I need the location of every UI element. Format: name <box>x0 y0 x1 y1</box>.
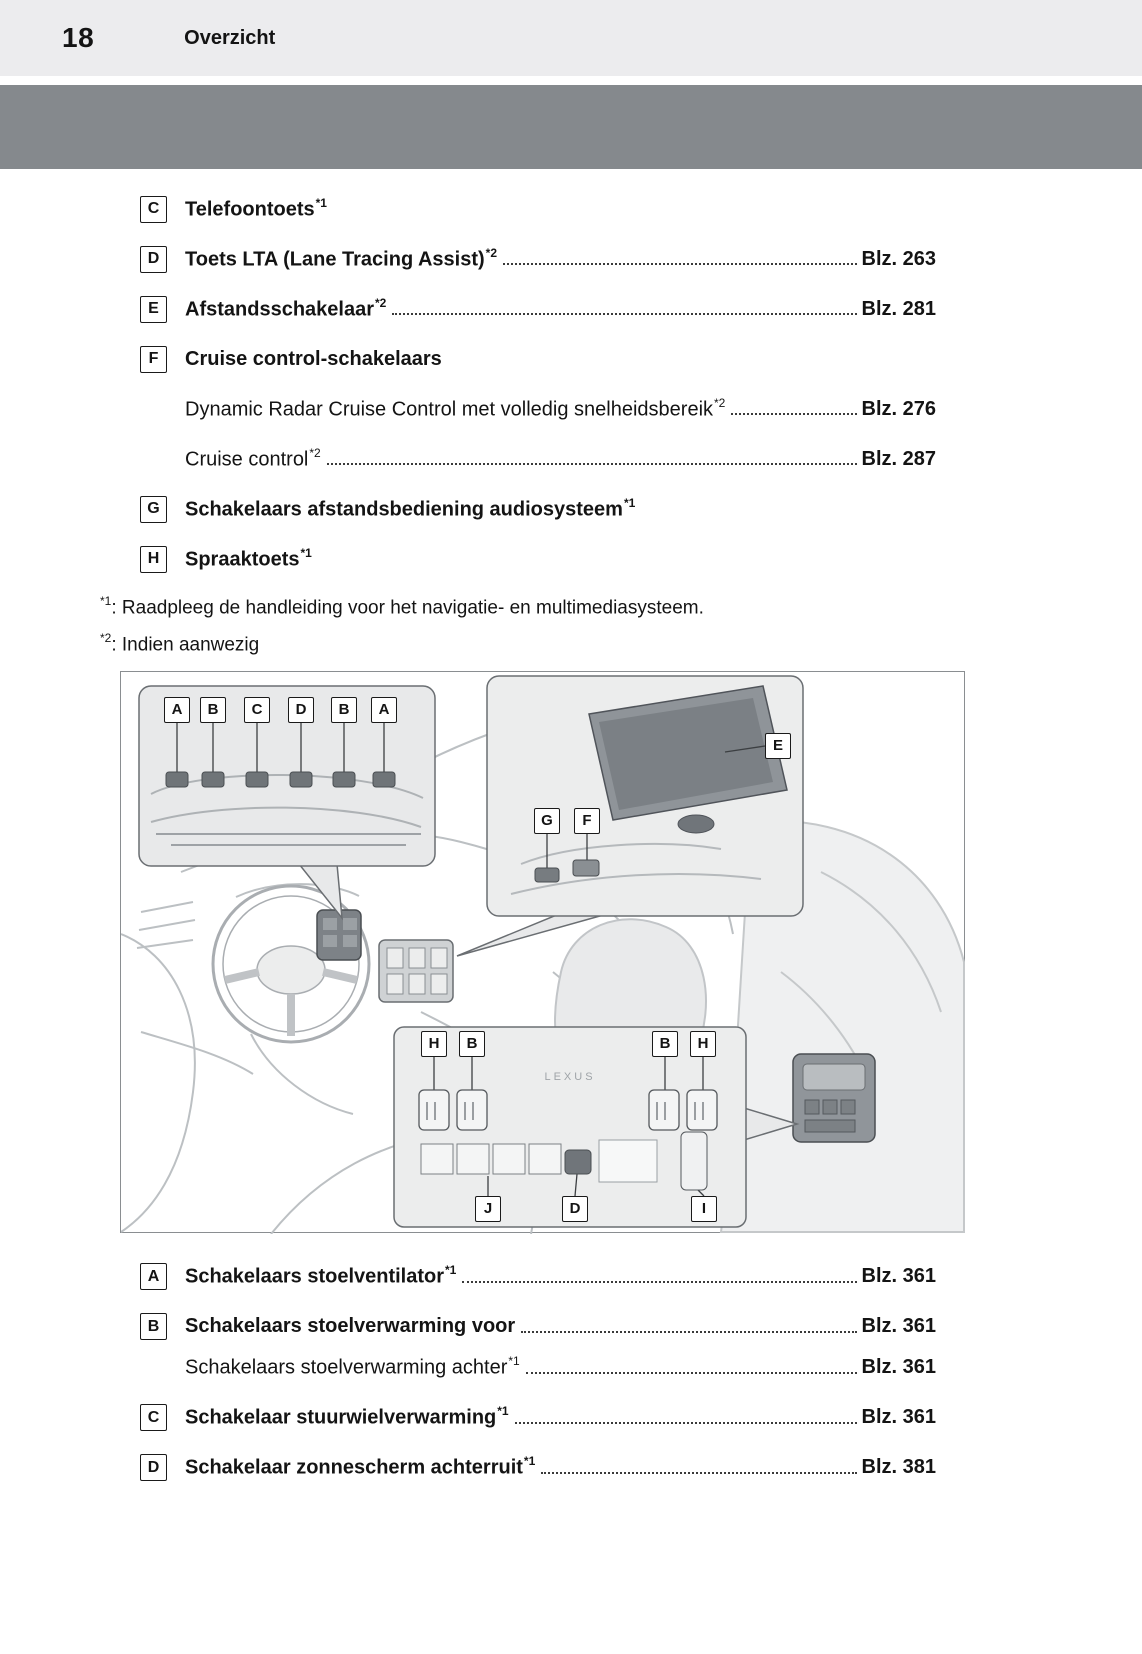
list-item <box>140 495 936 523</box>
footnote-marker: *2 <box>714 395 726 410</box>
dot-leader <box>392 313 856 315</box>
item-text <box>185 348 442 371</box>
callout-label: H <box>421 1031 447 1057</box>
item-label: Schakelaars stoelverwarming achter <box>185 1356 508 1379</box>
callout-label: B <box>459 1031 485 1057</box>
footnote-marker: *1 <box>300 545 312 560</box>
list-item <box>140 295 936 323</box>
footnote-text: : Raadpleeg de handleiding voor het navigatie- en multimediasysteem. <box>111 597 704 619</box>
page-reference: Blz. 361 <box>861 1406 936 1429</box>
footnote-marker: *1 <box>523 1454 536 1469</box>
item-key-box: C <box>140 1404 167 1431</box>
footnote-marker: *1 <box>315 195 327 210</box>
item-key-box: D <box>140 1454 167 1481</box>
callout-label: B <box>331 697 357 723</box>
footnotes <box>100 595 1142 657</box>
page-reference: Blz. 263 <box>861 247 936 270</box>
section-title: Overzicht <box>184 26 276 49</box>
item-text <box>185 1405 509 1430</box>
footnote-line <box>100 632 1142 656</box>
callout-label: B <box>200 697 226 723</box>
item-key-box: F <box>140 346 167 373</box>
item-key-box: B <box>140 1313 167 1340</box>
item-label: Afstandsschakelaar <box>185 298 374 321</box>
footnote-marker: *1 <box>100 594 112 608</box>
key-spacer <box>140 396 167 423</box>
page-header <box>0 0 1142 76</box>
item-key-box: E <box>140 296 167 323</box>
list-item <box>140 1313 936 1341</box>
list-item <box>140 245 936 273</box>
item-text <box>185 197 327 222</box>
item-text <box>185 1264 456 1289</box>
footnote-line <box>100 595 1142 619</box>
panel-brand-text: LEXUS <box>544 1070 596 1083</box>
dot-leader <box>503 263 857 265</box>
chapter-banner <box>0 85 1142 169</box>
item-label: Schakelaar stuurwielverwarming <box>185 1406 497 1429</box>
item-text <box>185 1455 535 1480</box>
page-number: 18 <box>62 22 95 53</box>
item-label: Toets LTA (Lane Tracing Assist) <box>185 248 485 271</box>
dot-leader <box>515 1422 857 1424</box>
item-key-box: G <box>140 496 167 523</box>
dot-leader <box>526 1372 857 1374</box>
list-subitem <box>140 395 936 423</box>
page-content <box>0 169 1142 1482</box>
dot-leader <box>521 1331 856 1333</box>
item-text <box>185 497 635 522</box>
item-key-box: D <box>140 246 167 273</box>
callout-label: J <box>475 1196 501 1222</box>
item-label: Telefoontoets <box>185 198 315 221</box>
item-text <box>185 547 312 572</box>
page-reference: Blz. 287 <box>861 447 936 470</box>
inset-display-console <box>487 676 803 916</box>
list-item <box>140 545 936 573</box>
page-reference: Blz. 381 <box>861 1456 936 1479</box>
dot-leader <box>462 1281 856 1283</box>
item-text <box>185 397 725 422</box>
dot-leader <box>731 413 856 415</box>
interior-artwork <box>121 672 966 1234</box>
callout-label: D <box>562 1196 588 1222</box>
item-label: Schakelaars afstandsbediening audiosysteem <box>185 498 623 521</box>
item-key-box: H <box>140 546 167 573</box>
item-label: Cruise control <box>185 448 309 471</box>
footnote-marker: *1 <box>623 495 636 510</box>
callout-label: E <box>765 733 791 759</box>
dot-leader <box>541 1472 856 1474</box>
rear-console-controls <box>793 1054 875 1142</box>
footnote-marker: *2 <box>374 295 387 310</box>
item-text <box>185 1355 520 1380</box>
steering-wheel-switch-pad <box>317 910 361 960</box>
footnote-marker: *1 <box>497 1404 509 1419</box>
interior-illustration <box>120 671 965 1233</box>
item-text <box>185 247 497 272</box>
item-label: Dynamic Radar Cruise Control met volledig snelheidsbereik <box>185 398 714 421</box>
control-list-bottom <box>140 1263 936 1482</box>
item-text <box>185 447 321 472</box>
footnote-text: : Indien aanwezig <box>111 634 260 656</box>
callout-label: F <box>574 808 600 834</box>
dot-leader <box>327 463 857 465</box>
list-item <box>140 1404 936 1432</box>
callout-label: I <box>691 1196 717 1222</box>
callout-label: C <box>244 697 270 723</box>
footnote-marker: *2 <box>100 631 112 646</box>
item-label: Cruise control-schakelaars <box>185 347 442 370</box>
list-item <box>140 1263 936 1291</box>
item-label: Schakelaars stoelventilator <box>185 1265 445 1288</box>
item-text <box>185 1315 515 1338</box>
item-label: Schakelaar zonnescherm achterruit <box>185 1456 523 1479</box>
list-item <box>140 1454 936 1482</box>
console-switch-cluster <box>379 940 453 1002</box>
callout-label: A <box>164 697 190 723</box>
key-spacer <box>140 1354 167 1381</box>
callout-label: G <box>534 808 560 834</box>
list-item <box>140 345 936 373</box>
footnote-marker: *1 <box>445 1263 457 1278</box>
page-reference: Blz. 361 <box>861 1356 936 1379</box>
callout-label: H <box>690 1031 716 1057</box>
page-reference: Blz. 361 <box>861 1315 936 1338</box>
page-reference: Blz. 276 <box>861 397 936 420</box>
list-subitem <box>140 445 936 473</box>
item-key-box: C <box>140 196 167 223</box>
item-text <box>185 297 386 322</box>
key-spacer <box>140 446 167 473</box>
control-list-top <box>140 195 936 573</box>
footnote-marker: *2 <box>485 245 498 260</box>
list-item <box>140 195 936 223</box>
callout-label: A <box>371 697 397 723</box>
footnote-marker: *2 <box>309 445 321 460</box>
footnote-marker: *1 <box>508 1354 520 1369</box>
item-key-box: A <box>140 1263 167 1290</box>
item-label: Schakelaars stoelverwarming voor <box>185 1315 516 1338</box>
page-reference: Blz. 281 <box>861 297 936 320</box>
page-reference: Blz. 361 <box>861 1265 936 1288</box>
item-label: Spraaktoets <box>185 548 300 571</box>
callout-label: B <box>652 1031 678 1057</box>
list-subitem <box>140 1354 936 1382</box>
callout-label: D <box>288 697 314 723</box>
